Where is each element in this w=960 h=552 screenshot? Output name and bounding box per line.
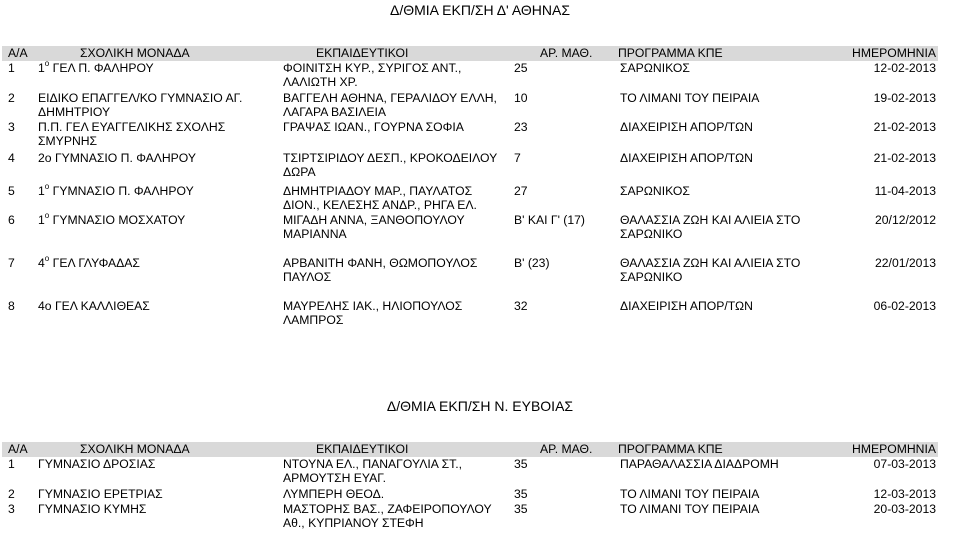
cell-teachers: ΜΙΓΑΔΗ ΑΝΝΑ, ΞΑΝΘΟΠΟΥΛΟΥ ΜΑΡΙΑΝΝΑ — [283, 213, 465, 241]
table-row — [2, 91, 938, 120]
cell-date: 06-02-2013 — [873, 299, 936, 313]
table-evia — [2, 442, 938, 546]
cell-program: ΔΙΑΧΕΙΡΙΣΗ ΑΠΟΡ/ΤΩΝ — [620, 120, 753, 134]
cell-aa: 2 — [8, 487, 15, 501]
cell-teachers: ΒΑΓΓΕΛΗ ΑΘΗΝΑ, ΓΕΡΑΛΙΔΟΥ ΕΛΛΗ, ΛΑΓΑΡΑ ΒΑΣΙΛΕΙΑ — [283, 91, 497, 119]
col-header-date: ΗΜΕΡΟΜΗΝΙΑ — [826, 442, 938, 457]
cell-teachers: ΜΑΣΤΟΡΗΣ ΒΑΣ., ΖΑΦΕΙΡΟΠΟΥΛΟΥ Αθ., ΚΥΠΡΙΑΝΟΥ ΣΤΕΦΗ — [283, 502, 492, 530]
cell-teachers: ΛΥΜΠΕΡΗ ΘΕΟΔ. — [283, 487, 385, 501]
cell-program: ΠΑΡΑΘΑΛΑΣΣΙΑ ΔΙΑΔΡΟΜΗ — [620, 457, 779, 471]
cell-students: 35 — [514, 502, 528, 516]
cell-date: 12-02-2013 — [873, 61, 936, 75]
cell-aa: 6 — [8, 213, 15, 227]
col-header-program: ΠΡΟΓΡΑΜΜΑ ΚΠΕ — [614, 442, 826, 457]
cell-students: 35 — [514, 457, 528, 471]
cell-school: $1^o$ ΓΥΜΝΑΣΙΟ Π. ΦΑΛΗΡΟΥ — [38, 184, 194, 198]
cell-program: ΘΑΛΑΣΣΙΑ ΖΩΗ ΚΑΙ ΑΛΙΕΙΑ ΣΤΟ ΣΑΡΩΝΙΚΟ — [620, 256, 801, 284]
cell-teachers: ΤΣΙΡΤΣΙΡΙΔΟΥ ΔΕΣΠ., ΚΡΟΚΟΔΕΙΛΟΥ ΔΩΡΑ — [283, 151, 497, 179]
cell-students: 25 — [514, 61, 528, 75]
table-row — [2, 151, 938, 184]
cell-students: Β' (23) — [514, 256, 550, 270]
cell-date: 07-03-2013 — [873, 457, 936, 471]
cell-school: ΓΥΜΝΑΣΙΟ ΔΡΟΣΙΑΣ — [38, 457, 156, 471]
cell-students: 10 — [514, 91, 528, 105]
cell-school: $1^o$ ΓΕΛ Π. ΦΑΛΗΡΟΥ — [38, 61, 154, 75]
col-header-aa: Α/Α — [2, 442, 32, 457]
cell-date: 12-03-2013 — [873, 487, 936, 501]
cell-students: 35 — [514, 487, 528, 501]
table-row — [2, 487, 938, 502]
cell-date: 20-03-2013 — [873, 502, 936, 516]
table-row — [2, 502, 938, 546]
col-header-students: ΑΡ. ΜΑΘ. — [510, 442, 614, 457]
cell-aa: 1 — [8, 61, 15, 75]
cell-aa: 1 — [8, 457, 15, 471]
section-1-title: Δ/ΘΜΙΑ ΕΚΠ/ΣΗ Δ' ΑΘΗΝΑΣ — [390, 2, 570, 18]
cell-students: 27 — [514, 184, 528, 198]
cell-school: $1^o$ ΓΥΜΝΑΣΙΟ ΜΟΣΧΑΤΟΥ — [38, 213, 186, 227]
cell-aa: 5 — [8, 184, 15, 198]
table-row — [2, 184, 938, 213]
cell-date: 19-02-2013 — [873, 91, 936, 105]
cell-students: Β' ΚΑΙ Γ' (17) — [514, 213, 585, 227]
cell-students: 23 — [514, 120, 528, 134]
cell-aa: 8 — [8, 299, 15, 313]
cell-school: ΓΥΜΝΑΣΙΟ ΕΡΕΤΡΙΑΣ — [38, 487, 163, 501]
cell-program: ΣΑΡΩΝΙΚΟΣ — [620, 61, 690, 75]
cell-aa: 7 — [8, 256, 15, 270]
cell-teachers: ΜΑΥΡΕΛΗΣ ΙΑΚ., ΗΛΙΟΠΟΥΛΟΣ ΛΑΜΠΡΟΣ — [283, 299, 463, 327]
table-header-row — [2, 442, 938, 457]
cell-school: 4ο ΓΕΛ ΚΑΛΛΙΘΕΑΣ — [38, 299, 150, 313]
cell-program: ΔΙΑΧΕΙΡΙΣΗ ΑΠΟΡ/ΤΩΝ — [620, 151, 753, 165]
table-header-row — [2, 46, 938, 61]
cell-teachers: ΔΗΜΗΤΡΙΑΔΟΥ ΜΑΡ., ΠΑΥΛΑΤΟΣ ΔΙΟΝ., ΚΕΛΕΣΗΣ ΑΝΔΡ., ΡΗΓΑ ΕΛ. — [283, 184, 477, 212]
cell-program: ΤΟ ΛΙΜΑΝΙ ΤΟΥ ΠΕΙΡΑΙΑ — [620, 91, 760, 105]
cell-aa: 4 — [8, 151, 15, 165]
cell-date: 11-04-2013 — [874, 184, 936, 198]
table-row — [2, 256, 938, 299]
col-header-students: ΑΡ. ΜΑΘ. — [510, 46, 614, 61]
table-row — [2, 213, 938, 256]
cell-school: ΕΙΔΙΚΟ ΕΠΑΓΓΕΛ/ΚΟ ΓΥΜΝΑΣΙΟ ΑΓ. ΔΗΜΗΤΡΙΟΥ — [38, 91, 243, 119]
cell-date: 21-02-2013 — [873, 120, 936, 134]
cell-teachers: ΝΤΟΥΝΑ ΕΛ., ΠΑΝΑΓΟΥΛΙΑ ΣΤ., ΑΡΜΟΥΤΣΗ ΕΥΑΓ. — [283, 457, 462, 485]
cell-date: 20/12/2012 — [875, 213, 936, 227]
section-2-title: Δ/ΘΜΙΑ ΕΚΠ/ΣΗ Ν. ΕΥΒΟΙΑΣ — [386, 398, 574, 414]
col-header-teachers: ΕΚΠΑΙΔΕΥΤΙΚΟΙ — [277, 442, 510, 457]
col-header-teachers: ΕΚΠΑΙΔΕΥΤΙΚΟΙ — [277, 46, 510, 61]
cell-aa: 3 — [8, 120, 15, 134]
col-header-aa: Α/Α — [2, 46, 32, 61]
col-header-date: ΗΜΕΡΟΜΗΝΙΑ — [826, 46, 938, 61]
col-header-program: ΠΡΟΓΡΑΜΜΑ ΚΠΕ — [614, 46, 826, 61]
cell-school: Π.Π. ΓΕΛ ΕΥΑΓΓΕΛΙΚΗΣ ΣΧΟΛΗΣ ΣΜΥΡΝΗΣ — [38, 120, 226, 148]
cell-students: 32 — [514, 299, 528, 313]
cell-aa: 2 — [8, 91, 15, 105]
table-row — [2, 120, 938, 151]
cell-date: 21-02-2013 — [873, 151, 936, 165]
cell-program: ΔΙΑΧΕΙΡΙΣΗ ΑΠΟΡ/ΤΩΝ — [620, 299, 753, 313]
cell-aa: 3 — [8, 502, 15, 516]
cell-students: 7 — [514, 151, 521, 165]
cell-school: ΓΥΜΝΑΣΙΟ ΚΥΜΗΣ — [38, 502, 147, 516]
table-row — [2, 457, 938, 487]
table-row — [2, 299, 938, 329]
col-header-school: ΣΧΟΛΙΚΗ ΜΟΝΑΔΑ — [32, 46, 277, 61]
cell-school: 2ο ΓΥΜΝΑΣΙΟ Π. ΦΑΛΗΡΟΥ — [38, 151, 197, 165]
table-athens — [2, 46, 938, 329]
cell-school: $4^o$ ΓΕΛ ΓΛΥΦΑΔΑΣ — [38, 256, 140, 270]
cell-program: ΣΑΡΩΝΙΚΟΣ — [620, 184, 690, 198]
cell-teachers: ΦΟΙΝΙΤΣΗ ΚΥΡ., ΣΥΡΙΓΟΣ ΑΝΤ., ΛΑΛΙΩΤΗ ΧΡ. — [283, 61, 462, 89]
cell-program: ΘΑΛΑΣΣΙΑ ΖΩΗ ΚΑΙ ΑΛΙΕΙΑ ΣΤΟ ΣΑΡΩΝΙΚΟ — [620, 213, 801, 241]
cell-program: ΤΟ ΛΙΜΑΝΙ ΤΟΥ ΠΕΙΡΑΙΑ — [620, 502, 760, 516]
cell-teachers: ΑΡΒΑΝΙΤΗ ΦΑΝΗ, ΘΩΜΟΠΟΥΛΟΣ ΠΑΥΛΟΣ — [283, 256, 478, 284]
table-row — [2, 61, 938, 91]
cell-teachers: ΓΡΑΨΑΣ ΙΩΑΝ., ΓΟΥΡΝΑ ΣΟΦΙΑ — [283, 120, 464, 134]
col-header-school: ΣΧΟΛΙΚΗ ΜΟΝΑΔΑ — [32, 442, 277, 457]
cell-date: 22/01/2013 — [875, 256, 936, 270]
cell-program: ΤΟ ΛΙΜΑΝΙ ΤΟΥ ΠΕΙΡΑΙΑ — [620, 487, 760, 501]
